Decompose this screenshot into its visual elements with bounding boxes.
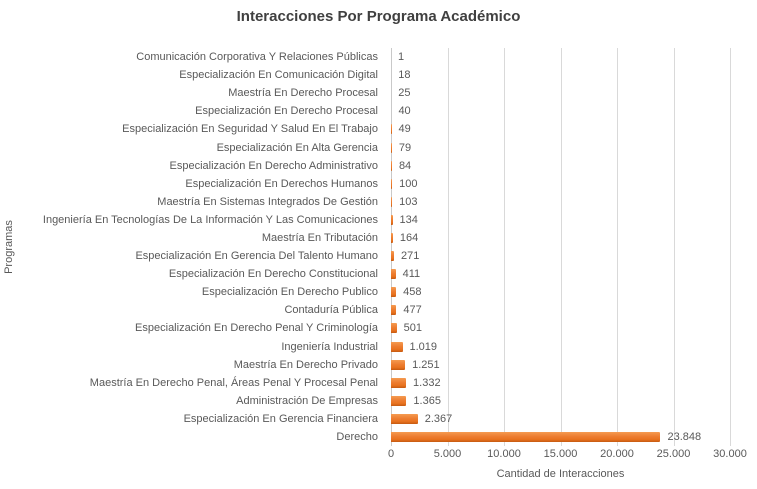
- value-label: 103: [399, 195, 418, 208]
- value-label: 411: [402, 268, 421, 281]
- bar: [391, 215, 393, 225]
- chart-row: [0, 193, 757, 211]
- value-label: 2.367: [424, 412, 453, 425]
- bar-zone: [385, 247, 757, 265]
- value-label: 164: [399, 231, 419, 244]
- value-label: 1: [398, 51, 405, 64]
- value-label: 1.251: [412, 358, 440, 371]
- chart-row: [0, 247, 757, 265]
- category-label: Ingeniería Industrial: [281, 340, 378, 353]
- bar-zone: [385, 392, 757, 410]
- chart-row: [0, 392, 757, 410]
- category-label: Especialización En Comunicación Digital: [179, 69, 378, 82]
- bar: [391, 197, 392, 207]
- chart-row: [0, 84, 757, 102]
- bar: [391, 342, 403, 352]
- bar-zone: [385, 374, 757, 392]
- bar-zone: [385, 229, 757, 247]
- chart-row: [0, 356, 757, 374]
- bar-zone: [385, 120, 757, 138]
- value-label: 25: [398, 87, 411, 100]
- chart-row: [0, 211, 757, 229]
- bar: [391, 305, 396, 315]
- value-label: 49: [398, 123, 411, 136]
- chart-row: [0, 283, 757, 301]
- x-tick-label: 0: [387, 448, 395, 460]
- value-label: 84: [398, 159, 412, 172]
- bar-zone: [385, 175, 757, 193]
- value-label: 79: [398, 141, 412, 154]
- category-label: Especialización En Seguridad Y Salud En El Trabajo: [122, 123, 378, 136]
- category-label: Maestría En Derecho Penal, Áreas Penal Y Procesal Penal: [89, 376, 378, 389]
- chart-row: [0, 410, 757, 428]
- bar: [391, 143, 392, 153]
- bar-zone: [385, 410, 757, 428]
- chart-row: [0, 319, 757, 337]
- x-tick-label: 25.000: [656, 448, 691, 460]
- category-label: Especialización En Derecho Publico: [201, 286, 378, 299]
- chart-row: [0, 102, 757, 120]
- bar-zone: [385, 193, 757, 211]
- bar: [391, 378, 406, 388]
- bar-zone: [385, 356, 757, 374]
- bar: [391, 414, 418, 424]
- bar: [391, 396, 406, 406]
- bar-zone: [385, 283, 757, 301]
- category-label: Contaduría Pública: [284, 304, 378, 317]
- category-label: Maestría En Tributación: [261, 231, 378, 244]
- bar: [391, 323, 397, 333]
- chart-row: [0, 301, 757, 319]
- x-tick-label: 30.000: [713, 448, 747, 460]
- bar: [391, 233, 393, 243]
- bar-zone: [385, 138, 757, 156]
- category-label: Administración De Empresas: [236, 394, 378, 407]
- bars-region: [0, 48, 757, 446]
- x-axis-ticks: [0, 448, 757, 462]
- category-label: Especialización En Gerencia Del Talento Humano: [135, 250, 378, 263]
- category-label: Maestría En Sistemas Integrados De Gestión: [157, 195, 378, 208]
- bar: [391, 287, 396, 297]
- category-label: Especialización En Derecho Constitucional: [168, 268, 378, 281]
- category-label: Maestría En Derecho Procesal: [228, 87, 378, 100]
- chart-row: [0, 229, 757, 247]
- bar: [391, 432, 660, 442]
- category-label: Especialización En Derecho Administrativo: [169, 159, 378, 172]
- category-label: Especialización En Derecho Procesal: [195, 105, 378, 118]
- x-tick-label: 10.000: [487, 448, 521, 460]
- bar-zone: [385, 102, 757, 120]
- category-label: Especialización En Alta Gerencia: [216, 141, 378, 154]
- value-label: 100: [399, 177, 418, 190]
- bar: [391, 161, 392, 171]
- x-tick-label: 20.000: [600, 448, 634, 460]
- bar-zone: [385, 211, 757, 229]
- value-label: 1.019: [409, 340, 438, 353]
- chart-row: [0, 48, 757, 66]
- category-label: Especialización En Gerencia Financiera: [183, 412, 378, 425]
- bar: [391, 251, 394, 261]
- x-tick-label: 5.000: [433, 448, 462, 460]
- bar: [391, 360, 405, 370]
- category-label: Comunicación Corporativa Y Relaciones Públicas: [136, 51, 378, 64]
- bar: [391, 269, 396, 279]
- chart-row: [0, 428, 757, 446]
- bar-zone: [385, 48, 757, 66]
- bar-zone: [385, 84, 757, 102]
- bar: [391, 179, 392, 189]
- value-label: 477: [403, 304, 422, 317]
- value-label: 271: [401, 250, 420, 263]
- bar-zone: [385, 338, 757, 356]
- category-label: Especialización En Derecho Penal Y Criminología: [135, 322, 378, 335]
- category-label: Ingeniería En Tecnologías De La Información Y Las Comunicaciones: [42, 213, 378, 226]
- chart-row: [0, 338, 757, 356]
- category-label: Maestría En Derecho Privado: [233, 358, 378, 371]
- chart-row: [0, 138, 757, 156]
- x-axis-title: Cantidad de Interacciones: [496, 468, 625, 480]
- value-label: 134: [399, 213, 418, 226]
- x-tick-label: 15.000: [543, 448, 578, 460]
- value-label: 40: [398, 105, 411, 118]
- bar: [391, 124, 392, 134]
- category-label: Derecho: [336, 431, 378, 444]
- bar-zone: [385, 301, 757, 319]
- bar-zone: [385, 265, 757, 283]
- chart-row: [0, 120, 757, 138]
- y-axis-title: Programas: [3, 220, 15, 274]
- value-label: 18: [398, 69, 411, 82]
- bar-zone: [385, 157, 757, 175]
- chart-row: [0, 175, 757, 193]
- chart-row: [0, 66, 757, 84]
- value-label: 1.365: [413, 394, 441, 407]
- bar-zone: [385, 319, 757, 337]
- value-label: 458: [403, 286, 422, 299]
- chart-title: Interacciones Por Programa Académico: [236, 8, 521, 25]
- bar-zone: [385, 428, 757, 446]
- chart-row: [0, 157, 757, 175]
- bar-zone: [385, 66, 757, 84]
- chart-row: [0, 265, 757, 283]
- category-label: Especialización En Derechos Humanos: [185, 177, 378, 190]
- value-label: 1.332: [413, 376, 441, 389]
- value-label: 501: [403, 322, 423, 335]
- value-label: 23.848: [667, 431, 702, 444]
- chart-row: [0, 374, 757, 392]
